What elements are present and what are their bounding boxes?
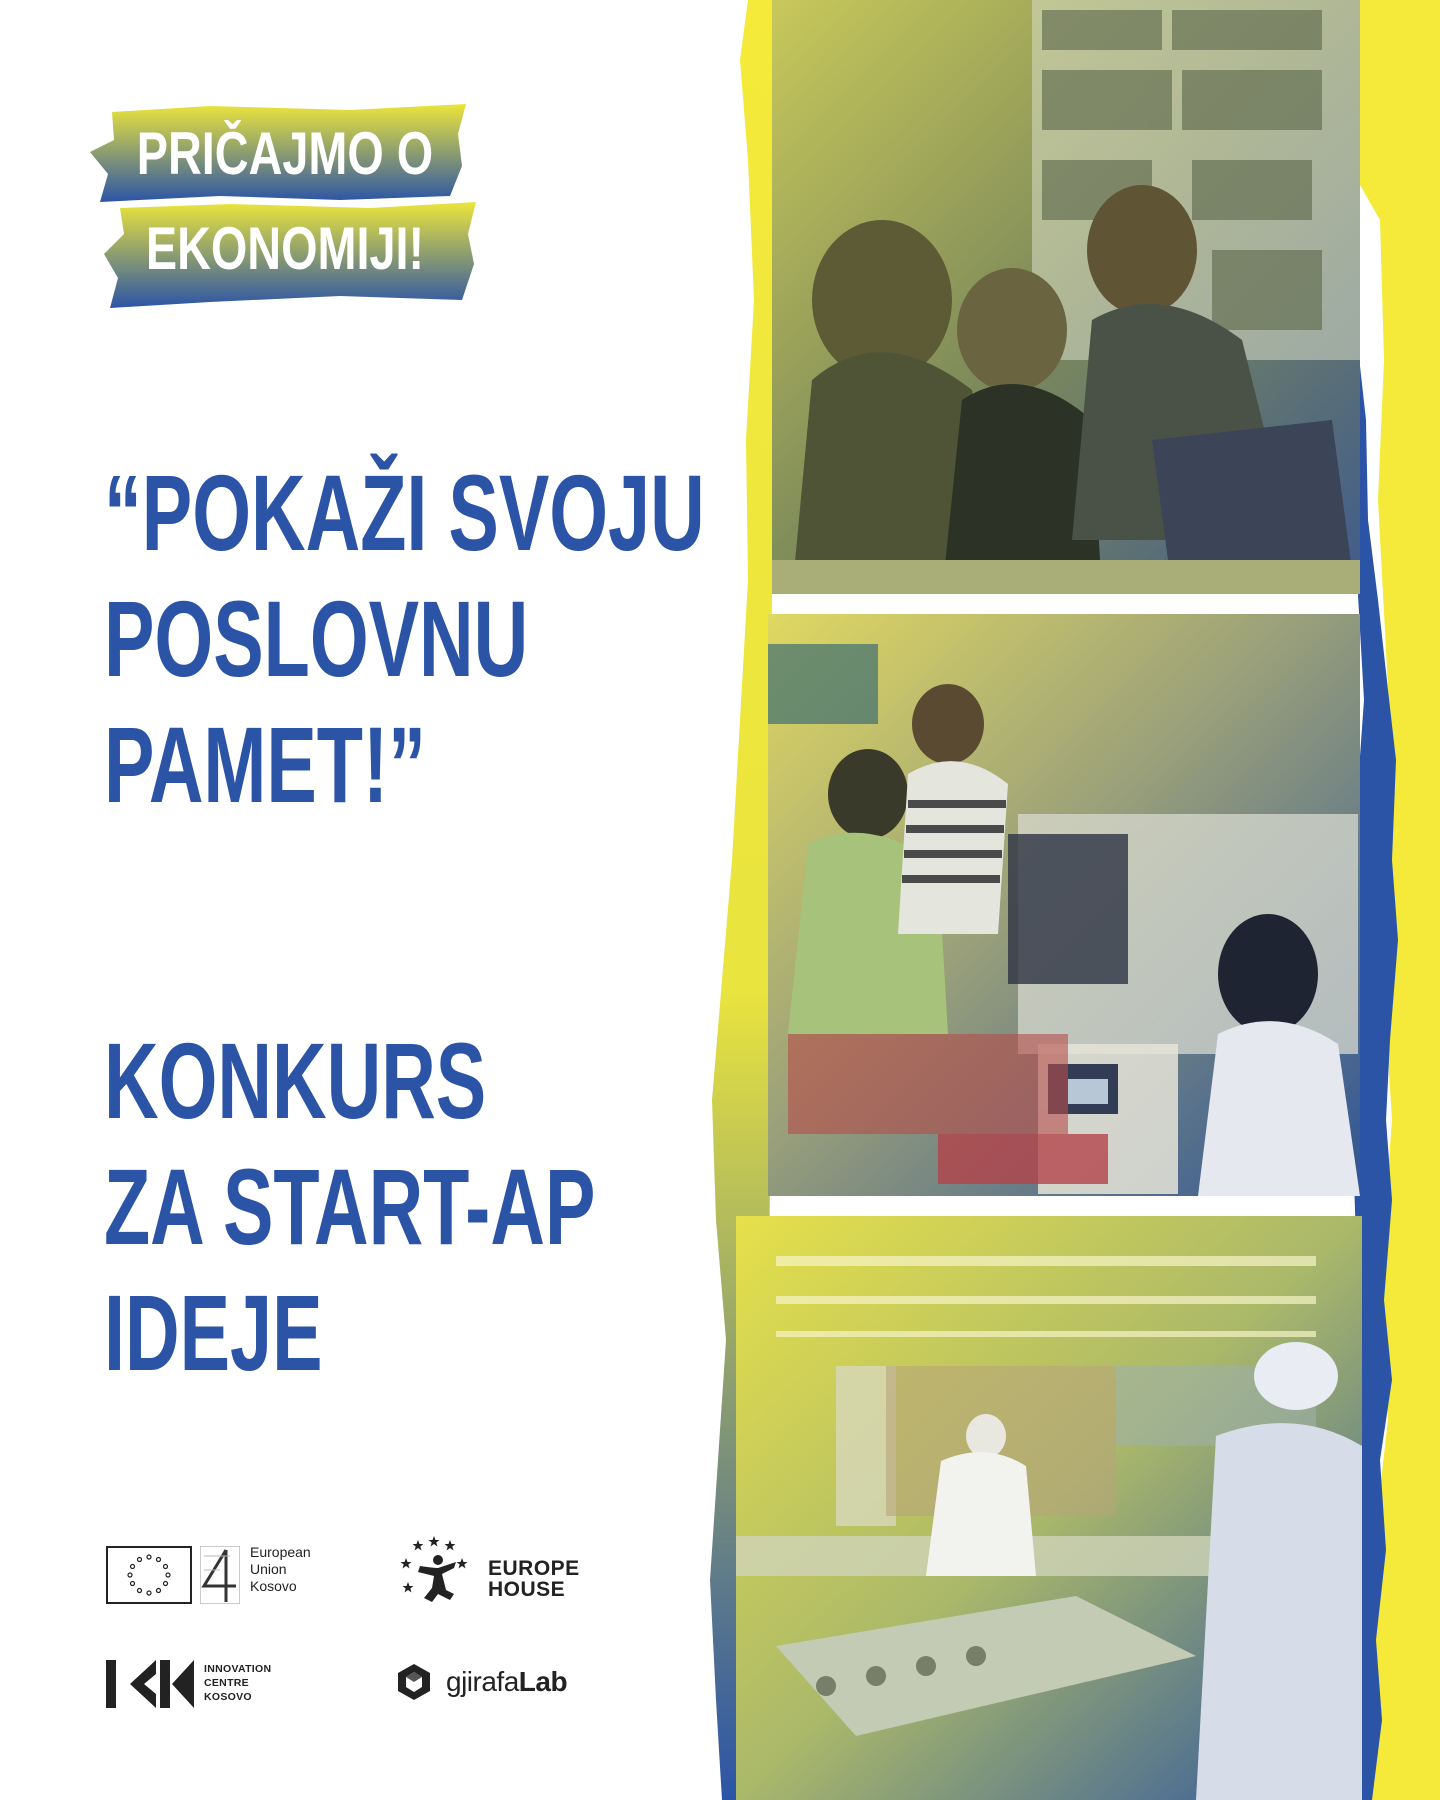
eu-line-3: Kosovo — [250, 1578, 297, 1594]
gjirafalab-hexagon-icon — [394, 1662, 434, 1702]
europe-house-line-2: HOUSE — [488, 1578, 566, 1601]
garment-factory-workers-photo — [768, 614, 1360, 1196]
europe-house-figure-icon — [398, 1536, 478, 1606]
call-headline — [104, 1018, 595, 1396]
ick-line-2: CENTRE — [204, 1677, 249, 1689]
europe-house-logo — [398, 1536, 598, 1606]
call-line-3: IDEJE — [104, 1272, 323, 1393]
cleanroom-production-line-photo — [736, 1216, 1362, 1800]
gjirafalab-logo — [394, 1662, 594, 1702]
eu-for-kosovo-4-icon — [200, 1546, 240, 1604]
quote-line-2: POSLOVNU — [104, 578, 529, 699]
badge-line-2: EKONOMIJI! — [145, 215, 425, 282]
call-line-2: ZA START-AP — [104, 1146, 596, 1267]
eu-kosovo-logo — [106, 1546, 326, 1608]
ick-line-1: INNOVATION — [204, 1663, 272, 1675]
eu-line-2: Union — [250, 1561, 287, 1577]
quote-line-3: PAMET!” — [104, 704, 426, 825]
eu-flag-icon — [106, 1546, 192, 1604]
quote-line-1: “POKAŽI SVOJU — [104, 452, 705, 573]
innovation-centre-kosovo-logo — [106, 1658, 306, 1710]
startup-team-laughing-photo — [772, 0, 1360, 594]
gjirafalab-suffix: Lab — [518, 1666, 568, 1697]
quote-headline — [104, 450, 705, 828]
eu-line-1: European — [250, 1544, 311, 1560]
talk-about-economy-badge — [90, 104, 480, 314]
europe-house-line-1: EUROPE — [488, 1557, 580, 1580]
call-line-1: KONKURS — [104, 1020, 487, 1141]
badge-line-1: PRIČAJMO O — [136, 120, 434, 187]
ick-mark-icon — [106, 1658, 194, 1710]
ick-line-3: KOSOVO — [204, 1691, 252, 1703]
gjirafalab-prefix: gjirafa — [446, 1666, 519, 1697]
